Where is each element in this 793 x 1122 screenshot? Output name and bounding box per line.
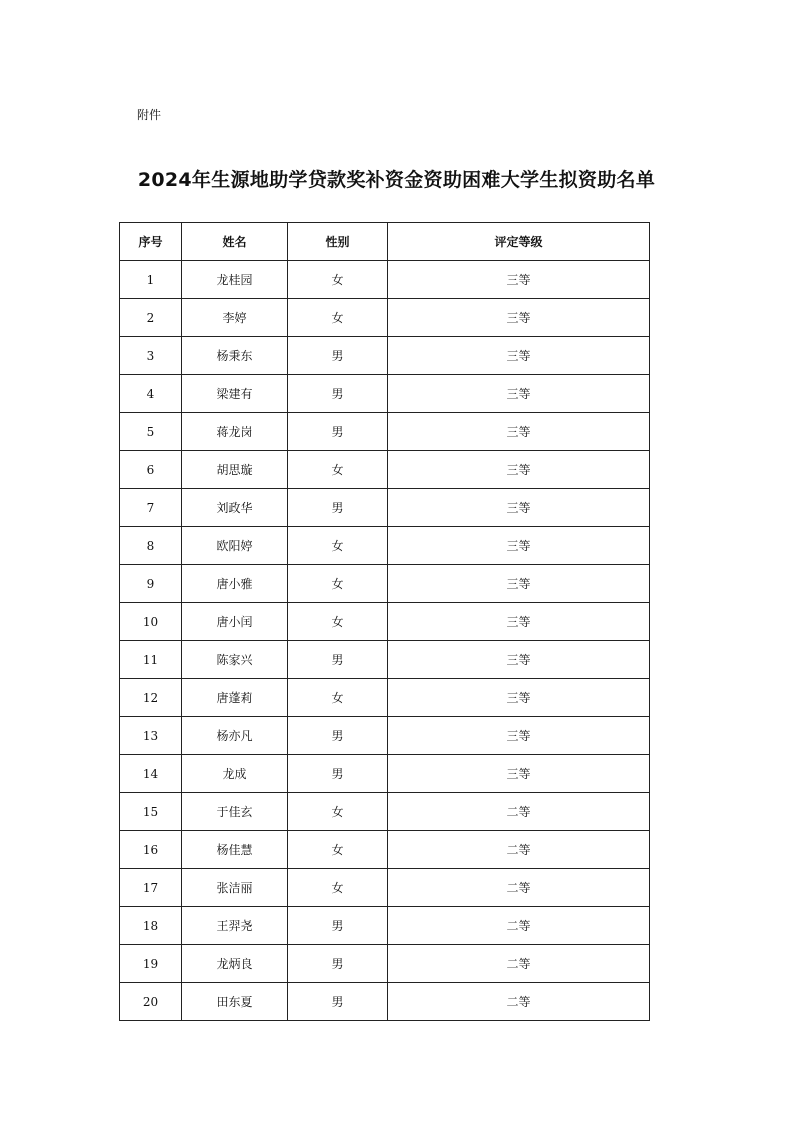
cell-name: 田东夏 — [182, 983, 288, 1021]
cell-grade: 二等 — [388, 945, 650, 983]
cell-grade: 三等 — [388, 413, 650, 451]
cell-name: 梁建有 — [182, 375, 288, 413]
cell-name: 王羿尧 — [182, 907, 288, 945]
cell-name: 胡思璇 — [182, 451, 288, 489]
cell-gender: 男 — [288, 755, 388, 793]
cell-serial-number: 11 — [120, 641, 182, 679]
cell-gender: 女 — [288, 451, 388, 489]
cell-name: 杨亦凡 — [182, 717, 288, 755]
cell-grade: 三等 — [388, 641, 650, 679]
table-row — [120, 983, 650, 1021]
table-row — [120, 641, 650, 679]
cell-name: 欧阳婷 — [182, 527, 288, 565]
cell-serial-number: 2 — [120, 299, 182, 337]
cell-serial-number: 6 — [120, 451, 182, 489]
cell-grade: 三等 — [388, 261, 650, 299]
table-row — [120, 489, 650, 527]
cell-grade: 二等 — [388, 831, 650, 869]
cell-serial-number: 13 — [120, 717, 182, 755]
table-row — [120, 831, 650, 869]
cell-serial-number: 15 — [120, 793, 182, 831]
cell-gender: 男 — [288, 413, 388, 451]
cell-serial-number: 8 — [120, 527, 182, 565]
cell-grade: 三等 — [388, 299, 650, 337]
table-row — [120, 375, 650, 413]
cell-grade: 三等 — [388, 337, 650, 375]
table-row — [120, 565, 650, 603]
table-row — [120, 413, 650, 451]
cell-name: 龙桂园 — [182, 261, 288, 299]
table-row — [120, 907, 650, 945]
cell-grade: 三等 — [388, 489, 650, 527]
cell-grade: 二等 — [388, 907, 650, 945]
header-grade: 评定等级 — [388, 223, 650, 261]
cell-gender: 男 — [288, 983, 388, 1021]
cell-grade: 三等 — [388, 603, 650, 641]
cell-serial-number: 14 — [120, 755, 182, 793]
table-row — [120, 261, 650, 299]
cell-grade: 三等 — [388, 679, 650, 717]
cell-serial-number: 1 — [120, 261, 182, 299]
cell-grade: 三等 — [388, 565, 650, 603]
cell-name: 陈家兴 — [182, 641, 288, 679]
cell-serial-number: 5 — [120, 413, 182, 451]
cell-grade: 三等 — [388, 451, 650, 489]
cell-gender: 男 — [288, 375, 388, 413]
cell-gender: 男 — [288, 489, 388, 527]
cell-gender: 男 — [288, 337, 388, 375]
table-row — [120, 945, 650, 983]
cell-gender: 男 — [288, 945, 388, 983]
cell-name: 蒋龙岗 — [182, 413, 288, 451]
recipient-table — [119, 222, 650, 1021]
cell-grade: 二等 — [388, 793, 650, 831]
cell-serial-number: 16 — [120, 831, 182, 869]
cell-gender: 女 — [288, 565, 388, 603]
table-row — [120, 451, 650, 489]
cell-gender: 女 — [288, 831, 388, 869]
cell-gender: 男 — [288, 717, 388, 755]
cell-serial-number: 4 — [120, 375, 182, 413]
table-row — [120, 793, 650, 831]
cell-name: 杨佳慧 — [182, 831, 288, 869]
table-row — [120, 527, 650, 565]
cell-grade: 二等 — [388, 869, 650, 907]
cell-serial-number: 12 — [120, 679, 182, 717]
cell-grade: 三等 — [388, 755, 650, 793]
cell-grade: 二等 — [388, 983, 650, 1021]
header-gender: 性别 — [288, 223, 388, 261]
cell-gender: 男 — [288, 641, 388, 679]
cell-name: 于佳玄 — [182, 793, 288, 831]
table-row — [120, 337, 650, 375]
cell-serial-number: 10 — [120, 603, 182, 641]
cell-name: 李婷 — [182, 299, 288, 337]
cell-name: 唐小闰 — [182, 603, 288, 641]
cell-serial-number: 18 — [120, 907, 182, 945]
cell-name: 刘政华 — [182, 489, 288, 527]
cell-serial-number: 9 — [120, 565, 182, 603]
header-serial-number: 序号 — [120, 223, 182, 261]
table-row — [120, 869, 650, 907]
cell-gender: 女 — [288, 869, 388, 907]
cell-serial-number: 20 — [120, 983, 182, 1021]
cell-gender: 女 — [288, 603, 388, 641]
cell-serial-number: 7 — [120, 489, 182, 527]
table-row — [120, 603, 650, 641]
table-row — [120, 679, 650, 717]
cell-grade: 三等 — [388, 527, 650, 565]
cell-name: 龙成 — [182, 755, 288, 793]
table-header-row — [120, 223, 650, 261]
cell-serial-number: 3 — [120, 337, 182, 375]
cell-serial-number: 19 — [120, 945, 182, 983]
cell-gender: 女 — [288, 261, 388, 299]
table-row — [120, 717, 650, 755]
cell-serial-number: 17 — [120, 869, 182, 907]
cell-gender: 女 — [288, 793, 388, 831]
cell-gender: 女 — [288, 679, 388, 717]
cell-gender: 女 — [288, 527, 388, 565]
cell-name: 杨秉东 — [182, 337, 288, 375]
cell-name: 唐蓬莉 — [182, 679, 288, 717]
cell-name: 唐小雅 — [182, 565, 288, 603]
cell-grade: 三等 — [388, 375, 650, 413]
cell-grade: 三等 — [388, 717, 650, 755]
document-title: 2024年生源地助学贷款奖补资金资助困难大学生拟资助名单 — [137, 169, 656, 191]
cell-name: 张洁丽 — [182, 869, 288, 907]
attachment-label: 附件 — [137, 108, 162, 122]
header-name: 姓名 — [182, 223, 288, 261]
table-row — [120, 755, 650, 793]
cell-gender: 男 — [288, 907, 388, 945]
table-row — [120, 299, 650, 337]
cell-gender: 女 — [288, 299, 388, 337]
table-body — [120, 261, 650, 1021]
cell-name: 龙炳良 — [182, 945, 288, 983]
